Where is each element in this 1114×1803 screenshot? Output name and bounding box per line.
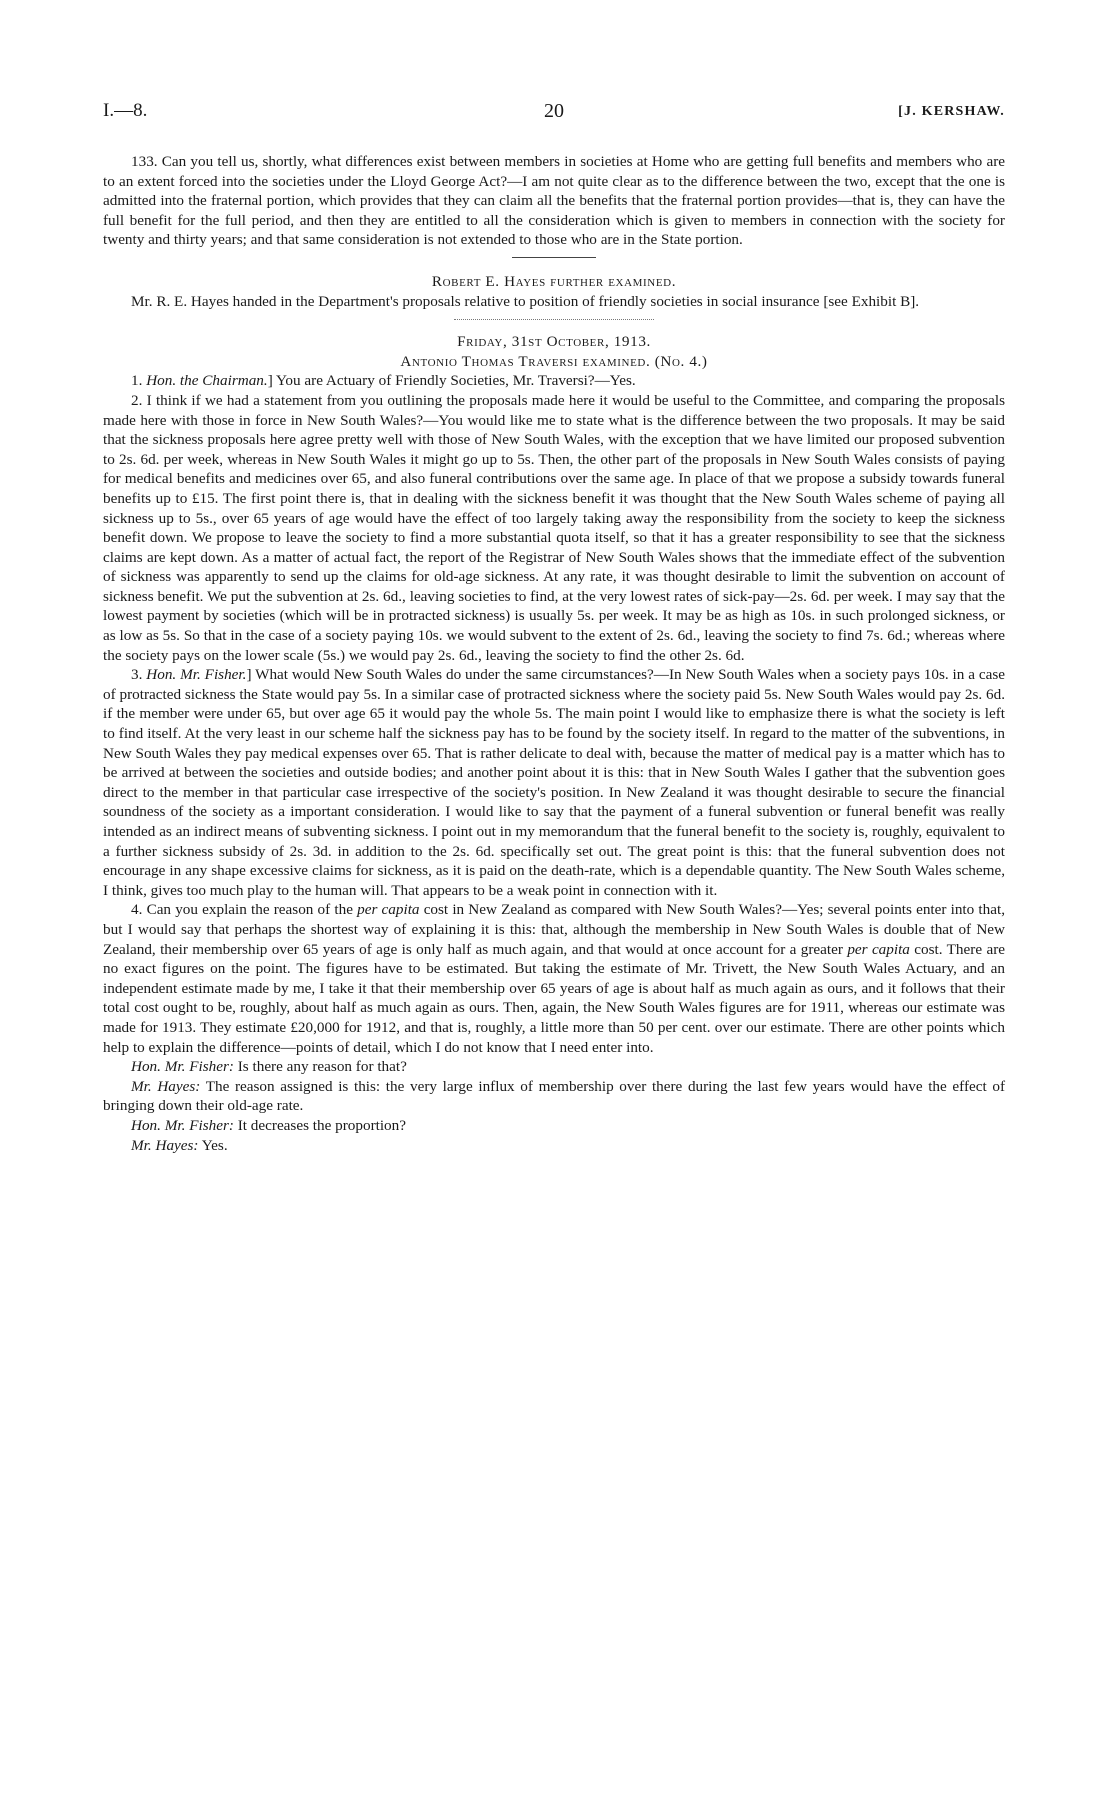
exchange-hayes-2: Mr. Hayes: Yes. bbox=[131, 1136, 228, 1154]
witness-heading: Antonio Thomas Traversi examined. (No. 4.) bbox=[400, 352, 708, 370]
speaker-fisher: Hon. Mr. Fisher: bbox=[131, 1116, 234, 1134]
witness-running-head: [J. KERSHAW. bbox=[898, 104, 1005, 119]
page-body bbox=[103, 152, 1005, 1155]
question-1: 1. Hon. the Chairman.] You are Actuary of Friendly Societies, Mr. Traversi?—Yes. bbox=[131, 372, 636, 390]
exchange-fisher-2: Hon. Mr. Fisher: It decreases the proportion? bbox=[131, 1116, 406, 1134]
question-1-speaker: Hon. the Chairman. bbox=[146, 372, 268, 390]
date-divider bbox=[454, 319, 654, 320]
exchange-fisher-1: Hon. Mr. Fisher: Is there any reason for that? bbox=[131, 1058, 407, 1076]
question-1-text: ] You are Actuary of Friendly Societies, Mr. Traversi?—Yes. bbox=[267, 372, 636, 390]
page-header bbox=[103, 100, 1005, 130]
question-3: 3. Hon. Mr. Fisher.] What would New South Wales do under the same circumstances?—In New South Wales when a society pays 10s. in a case of protracted sickness the State would pay 5s. In a similar case of protracted sickness where the society paid 5s. New South Wales would pay 2s. 6d. if the member were under 65, but over age 65 it would pay the whole 5s. The main point I would like to emphasize there is what the society is left to find itself. At the very least in our scheme half the sickness pay has to be found by the society itself. In regard to the matter of the subventions, in New South Wales they pay medical expenses over 65. That is rather delicate to deal with, because the matter of medical pay is a matter which has to be arrived at between the societies and outside bodies; and another point about it is this: that in New South Wales I gather that the subvention goes direct to the member in that particular case irrespective of the society's position. In New Zealand it was thought desirable to secure the financial soundness of the society as a important consideration. I would like to say that the payment of a funeral subvention or funeral benefit was really intended as an indirect means of subventing sickness. I point out in my memorandum that the funeral benefit to the society is, roughly, equivalent to a further sickness subsidy of 2s. 3d. in addition to the 2s. 6d. specifically set out. The great point is this: that the funeral subvention does not encourage in any shape excessive claims for sickness, as it is paid on the death-rate, which is a dependable quantity. The New South Wales scheme, I think, gives too much play to the human will. That appears to be a weak point in connection with it. bbox=[103, 666, 1006, 899]
exchange-hayes-1: Mr. Hayes: The reason assigned is this: the very large influx of membership over there during the last few years would have the effect of bringing down their old-age rate. bbox=[103, 1077, 1005, 1115]
speaker-fisher: Hon. Mr. Fisher: bbox=[131, 1058, 234, 1076]
hayes-section-text: Mr. R. E. Hayes handed in the Department's proposals relative to position of friendly societies in social insurance [see Exhibit B]. bbox=[131, 292, 920, 310]
question-133: 133. Can you tell us, shortly, what differences exist between members in societies at Home who are getting full benefits and members who are to an extent forced into the societies under the Lloyd George Act?—I am not quite clear as to the difference between the two, except that the one is admitted into the fraternal portion, which provides that they can claim all the benefits that the fraternal portion provides—that is, they can have the full benefit for the full period, and then they are entitled to all the consideration which is given to members in connection with the society for twenty and thirty years; and that same consideration is not extended to those who are in the State portion. bbox=[103, 153, 1005, 249]
speaker-hayes: Mr. Hayes: bbox=[131, 1077, 201, 1095]
page-number: 20 bbox=[544, 100, 564, 122]
question-3-speaker: Hon. Mr. Fisher. bbox=[146, 666, 247, 684]
hayes-section-heading: Robert E. Hayes further examined. bbox=[431, 272, 677, 290]
question-4: 4. Can you explain the reason of the per capita cost in New Zealand as compared with New South Wales?—Yes; several points enter into that, but I would say that perhaps the shortest way of explaining it is this: that, although the membership in New South Wales is double that of New Zealand, their membership over 65 years of age is only half as much again, and that would at once account for a greater per capita cost. There are no exact figures on the point. The figures have to be estimated. But taking the estimate of Mr. Trivett, the New South Wales Actuary, and an independent estimate made by me, I take it that their membership over 65 years of age is about half as much again as ours, and it follows that their total cost ought to be, roughly, about half as much again as ours. Then, again, the New South Wales figures are for 1911, whereas our estimate was made for 1913. They estimate £20,000 for 1912, and that is, roughly, a little more than 50 per cent. over our estimate. There are other points which help to explain the difference—points of detail, which I do not know that I need enter into. bbox=[103, 901, 1005, 1056]
paper-reference: I.—8. bbox=[103, 100, 148, 121]
date-heading: Friday, 31st October, 1913. bbox=[457, 333, 651, 351]
question-3-text: ] What would New South Wales do under the same circumstances?—In New South Wales when a society pays 10s. in a case of protracted sickness the State would pay 5s. In a similar case of protracted sickness where the society paid 5s. New South Wales would pay 2s. 6d. if the member were under 65, but over age 65 it would pay the whole 5s. The main point I would like to emphasize there is what the society is left to find itself. At the very least in our scheme half the sickness pay has to be found by the society itself. In regard to the matter of the subventions, in New South Wales they pay medical expenses over 65. That is rather delicate to deal with, because the matter of medical pay is a matter which has to be arrived at between the societies and outside bodies; and another point about it is this: that in New South Wales I gather that the subvention goes direct to the member in that particular case irrespective of the society's position. In New Zealand it was thought desirable to secure the financial soundness of the society as a important consideration. I would like to say that the payment of a funeral subvention or funeral benefit was really intended as an indirect means of subventing sickness. I point out in my memorandum that the funeral benefit to the society is, roughly, equivalent to a further sickness subsidy of 2s. 3d. in addition to the 2s. 6d. specifically set out. The great point is this: that the funeral subvention does not encourage in any shape excessive claims for sickness, as it is paid on the death-rate, which is a dependable quantity. The New South Wales scheme, I think, gives too much play to the human will. That appears to be a weak point in connection with it. bbox=[103, 666, 1006, 899]
question-2: 2. I think if we had a statement from you outlining the proposals made here it would be useful to the Committee, and comparing the proposals made here with those in force in New South Wales?—You would like me to state what is the difference between the two proposals. It may be said that the sickness proposals here agree pretty well with those of New South Wales, with the exception that we have limited our proposed subvention to 2s. 6d. per week, whereas in New South Wales it might go up to 5s. Then, the other part of the proposals in New South Wales consists of paying for medical benefits and medicines over 65, and also funeral contributions over the same age. In place of that we propose a subsidy towards funeral benefits up to £15. The first point there is, that in dealing with the sickness benefit it was thought that the New South Wales scheme of paying all sickness up to 5s., over 65 years of age would have the effect of too largely taking away the responsibility from the society to keep the sickness benefit down. We propose to leave the society to find a more substantial quota itself, so that it has a greater responsibility to see that the sickness claims are kept down. As a matter of actual fact, the report of the Registrar of New South Wales shows that the immediate effect of the subvention of sickness was apparently to send up the claims for old-age sickness. At any rate, it was thought desirable to limit the subvention on account of sickness benefit. We put the subvention at 2s. 6d., leaving societies to find, at the very lowest rates of sick-pay—2s. 6d. per week. I may say that the lowest payment by societies (which will be in protracted sickness) is usually 5s. per week. It may be as high as 10s. in such prolonged sickness, or as low as 5s. So that in the case of a society paying 10s. we would subvent to the extent of 2s. 6d., leaving the society to find 7s. 6d.; whereas where the society pays on the lower scale (5s.) we would pay 2s. 6d., leaving the society to find the other 2s. 6d. bbox=[103, 391, 1005, 664]
speaker-hayes: Mr. Hayes: bbox=[131, 1136, 199, 1154]
section-divider bbox=[512, 257, 596, 258]
